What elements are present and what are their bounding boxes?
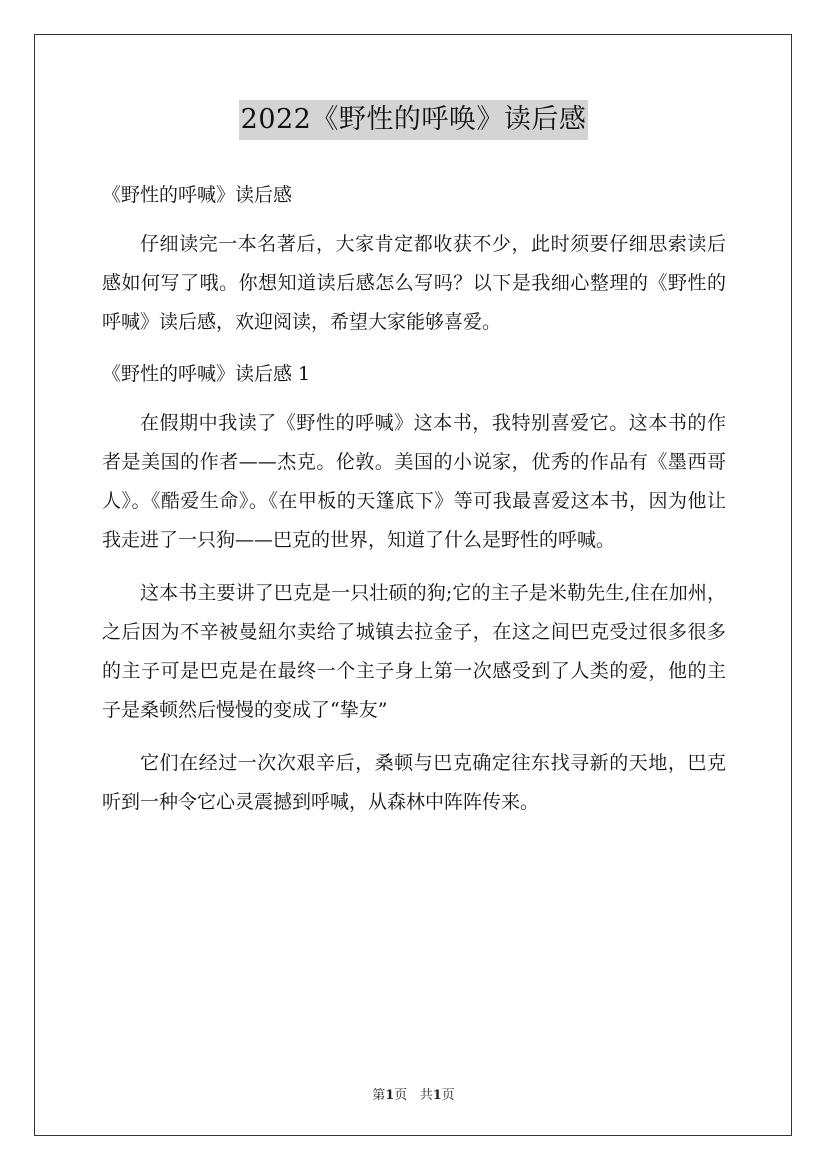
section-heading: 《野性的呼喊》读后感 1	[102, 363, 311, 385]
body-paragraph-2: 这本书主要讲了巴克是一只壮硕的狗;它的主子是米勒先生,住在加州，之后因为不辛被曼紐尔卖给了城镇去拉金子，在这之间巴克受过很多很多的主子可是巴克是在最终一个主子身上第一次感受到了人类的爱，他的主子是桑顿然后慢慢的变成了“挚友”	[102, 582, 726, 721]
page-prefix: 第	[372, 1088, 386, 1103]
body-paragraph-3: 它们在经过一次次艰辛后，桑顿与巴克确定往东找寻新的天地，巴克听到一种令它心灵震撼到呼喊，从森林中阵阵传来。	[102, 752, 726, 813]
document-body	[102, 177, 726, 836]
page-total: 1	[432, 1088, 442, 1103]
page-current: 1	[385, 1088, 395, 1103]
body-paragraph-1: 在假期中我读了《野性的呼喊》这本书，我特别喜爱它。这本书的作者是美国的作者——杰克。伦敦。美国的小说家，优秀的作品有《墨西哥人》。《酷爱生命》。《在甲板的天篷底下》等可我最喜爱这本书，因为他让我走进了一只狗——巴克的世界，知道了什么是野性的呼喊。	[102, 412, 726, 551]
page-footer	[0, 1084, 827, 1103]
title-container	[0, 100, 827, 140]
document-subtitle: 《野性的呼喊》读后感	[102, 184, 293, 206]
page-suffix: 页	[441, 1088, 455, 1103]
document-title: 2022《野性的呼唤》读后感	[239, 100, 589, 140]
page-mid: 页 共	[394, 1088, 433, 1103]
intro-paragraph: 仔细读完一本名著后，大家肯定都收获不少，此时须要仔细思索读后感如何写了哦。你想知道读后感怎么写吗？以下是我细心整理的《野性的呼喊》读后感，欢迎阅读，希望大家能够喜爱。	[102, 233, 726, 333]
